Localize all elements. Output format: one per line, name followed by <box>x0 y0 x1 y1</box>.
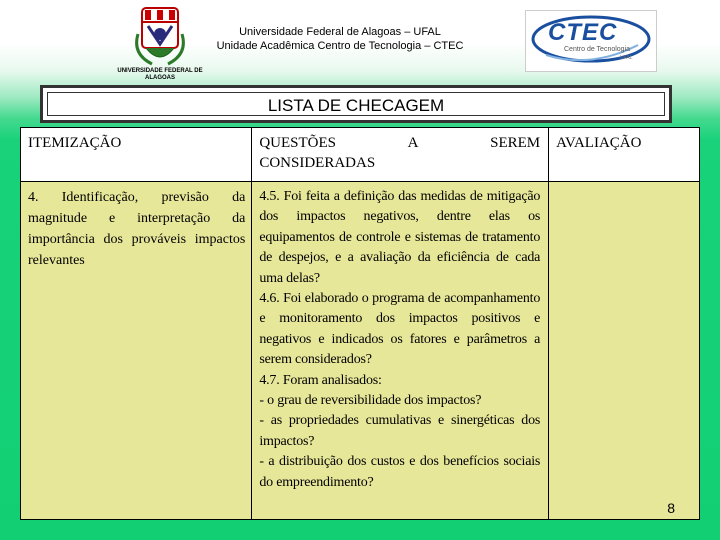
ctec-logo-text: CTEC <box>548 19 618 46</box>
page-number: 8 <box>667 500 675 516</box>
header-text <box>180 25 500 53</box>
header-questions-word-1: QUESTÕES <box>259 135 336 151</box>
itemization-cell: 4. Identificação, previsão da magnitude e interpretação da importância dos prováveis impactos relevantes <box>21 182 252 520</box>
header-questions-word-2: A <box>407 135 419 151</box>
table-row <box>21 182 700 520</box>
header-line-1: Universidade Federal de Alagoas – UFAL <box>239 26 441 38</box>
evaluation-cell[interactable] <box>549 182 700 520</box>
question-4-7-a: - o grau de reversibilidade dos impactos? <box>259 393 482 409</box>
header-questions-word-3: SEREM <box>490 135 541 151</box>
question-4-7-b: - as propriedades cumulativas e sinergéticas dos impactos? <box>259 413 541 449</box>
ufal-logo-caption: UNIVERSIDADE FEDERAL DE ALAGOAS <box>117 68 203 81</box>
table-header-row <box>21 128 700 182</box>
header-questions-line-1 <box>259 133 540 153</box>
question-4-7: 4.7. Foram analisados: <box>259 372 382 388</box>
header-line-2: Unidade Acadêmica Centro de Tecnologia – CTEC <box>216 40 464 52</box>
ctec-logo <box>525 10 657 72</box>
checklist-table <box>20 127 700 520</box>
question-4-6: 4.6. Foi elaborado o programa de acompanhamento e monitoramento dos impactos positivos e negativos e indicados os fatores e parâmetros a serem considerados? <box>259 291 541 368</box>
header-questions-line-2: CONSIDERADAS <box>259 155 376 171</box>
ctec-logo-small: UFAL <box>620 55 633 61</box>
title-inner-frame <box>47 92 665 116</box>
ctec-logo-subtitle: Centro de Tecnologia <box>564 46 631 53</box>
page-title: LISTA DE CHECAGEM <box>267 96 445 115</box>
title-box <box>40 85 672 123</box>
header-itemization: ITEMIZAÇÃO <box>21 128 252 182</box>
header-questions <box>252 128 549 182</box>
questions-cell <box>252 182 549 520</box>
header-evaluation: AVALIAÇÃO <box>549 128 700 182</box>
question-4-7-c: - a distribuição dos custos e dos benefícios sociais do empreendimento? <box>259 454 541 490</box>
question-4-5: 4.5. Foi feita a definição das medidas de mitigação dos impactos negativos, dentre elas os equipamentos de controle e sistemas de tratamento de despejos, e a avaliação da eficiência de cada uma delas? <box>259 189 541 286</box>
